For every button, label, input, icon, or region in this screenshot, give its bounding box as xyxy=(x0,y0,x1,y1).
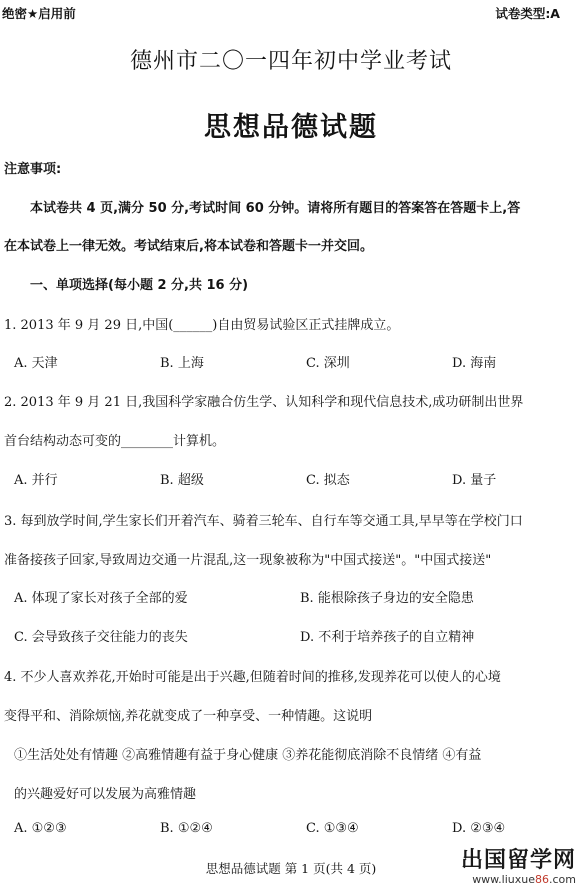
notice-heading: 注意事项: xyxy=(4,162,62,177)
notice-line-2: 在本试卷上一律无效。考试结束后,将本试卷和答题卡一并交回。 xyxy=(4,239,373,254)
q3-option-a: A. 体现了家长对孩子全部的爱 xyxy=(14,591,188,606)
watermark-url-prefix: www.liuxue xyxy=(472,873,535,886)
q4-items-line-2: 的兴趣爱好可以发展为高雅情趣 xyxy=(14,787,197,802)
paper-type-label: 试卷类型:A xyxy=(495,6,560,21)
q1-stem: 1. 2013 年 9 月 29 日,中国(______)自由贸易试验区正式挂牌成立。 xyxy=(4,318,400,333)
notice-line-1: 本试卷共 4 页,满分 50 分,考试时间 60 分钟。请将所有题目的答案答在答题卡上,答 xyxy=(30,201,521,216)
q4-option-b: B. ①②④ xyxy=(160,821,213,836)
watermark-url-num: 86 xyxy=(535,873,549,886)
q4-option-d: D. ②③④ xyxy=(452,821,506,836)
q1-option-d: D. 海南 xyxy=(452,356,497,371)
exam-title: 德州市二〇一四年初中学业考试 xyxy=(129,49,452,74)
watermark-url xyxy=(461,874,576,885)
watermark-title: 出国留学网 xyxy=(460,848,576,873)
q3-option-c: C. 会导致孩子交往能力的丧失 xyxy=(14,630,188,645)
watermark-url-suffix: .com xyxy=(549,873,576,886)
q2-option-c: C. 拟态 xyxy=(306,473,350,488)
q2-stem-line-2: 首台结构动态可变的________计算机。 xyxy=(4,434,226,449)
q1-option-c: C. 深圳 xyxy=(306,356,350,371)
q2-option-b: B. 超级 xyxy=(160,473,204,488)
section-heading: 一、单项选择(每小题 2 分,共 16 分) xyxy=(30,278,249,293)
q3-stem-line-2: 准备接孩子回家,导致周边交通一片混乱,这一现象被称为"中国式接送"。"中国式接送" xyxy=(4,553,492,568)
site-watermark xyxy=(461,850,576,885)
q3-option-d: D. 不利于培养孩子的自立精神 xyxy=(300,630,475,645)
subject-title: 思想品德试题 xyxy=(204,112,378,143)
page-footer: 思想品德试题 第 1 页(共 4 页) xyxy=(205,861,377,876)
confidential-label: 绝密★启用前 xyxy=(2,6,76,21)
q3-stem-line-1: 3. 每到放学时间,学生家长们开着汽车、骑着三轮车、自行车等交通工具,早早等在学校门口 xyxy=(4,514,523,529)
q3-option-b: B. 能根除孩子身边的安全隐患 xyxy=(300,591,474,606)
q2-option-d: D. 量子 xyxy=(452,473,497,488)
q2-stem-line-1: 2. 2013 年 9 月 21 日,我国科学家融合仿生学、认知科学和现代信息技术,成功研制出世界 xyxy=(4,395,524,410)
q1-option-b: B. 上海 xyxy=(160,356,204,371)
q4-option-a: A. ①②③ xyxy=(14,821,67,836)
q4-items-line-1: ①生活处处有情趣 ②高雅情趣有益于身心健康 ③养花能彻底消除不良情绪 ④有益 xyxy=(14,748,482,763)
q4-stem-line-1: 4. 不少人喜欢养花,开始时可能是出于兴趣,但随着时间的推移,发现养花可以使人的心境 xyxy=(4,670,501,685)
q2-option-a: A. 并行 xyxy=(14,473,58,488)
q4-stem-line-2: 变得平和、消除烦恼,养花就变成了一种享受、一种情趣。这说明 xyxy=(4,709,373,724)
q4-option-c: C. ①③④ xyxy=(306,821,359,836)
q1-option-a: A. 天津 xyxy=(14,356,58,371)
